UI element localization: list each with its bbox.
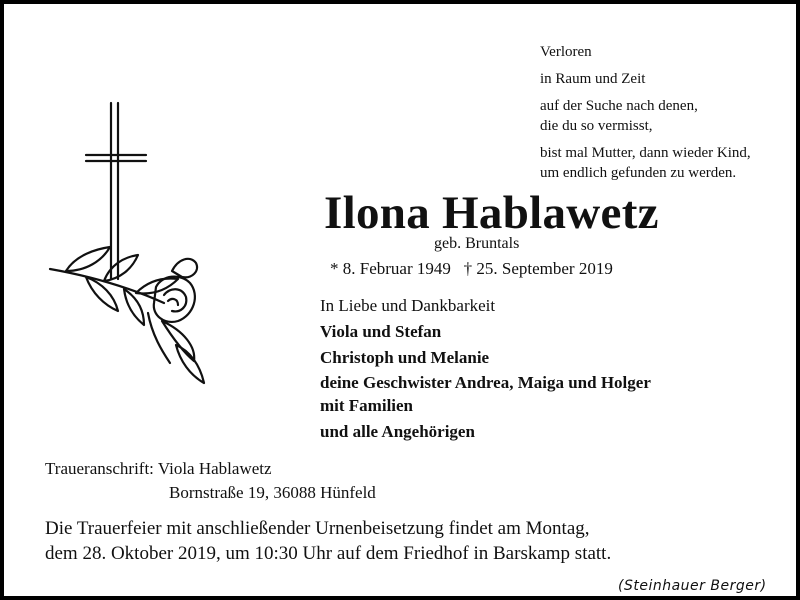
- mourners-list: [320, 294, 651, 446]
- deceased-name: Ilona Hablawetz: [324, 187, 659, 239]
- mourner-line: mit Familien: [320, 396, 414, 415]
- poem-line: um endlich gefunden zu werden.: [540, 165, 737, 181]
- poem-line: Verloren: [540, 44, 592, 60]
- ceremony-line: Die Trauerfeier mit anschließender Urnenbeisetzung findet am Montag,: [45, 518, 590, 539]
- ceremony-line: dem 28. Oktober 2019, um 10:30 Uhr auf dem Friedhof in Barskamp statt.: [45, 543, 612, 564]
- poem-line: auf der Suche nach denen,: [540, 98, 698, 114]
- mourner-line: Viola und Stefan: [320, 322, 442, 341]
- mourner-line: deine Geschwister Andrea, Maiga und Holger: [320, 373, 651, 392]
- publisher-signature: (Steinhauer Berger): [618, 578, 767, 594]
- ceremony-notice: [45, 516, 785, 566]
- mourner-line: und alle Angehörigen: [320, 422, 475, 441]
- birth-date: * 8. Februar 1949: [330, 259, 451, 278]
- mourner-line: Christoph und Melanie: [320, 348, 490, 367]
- cross-with-rose-icon: [44, 99, 214, 389]
- poem-line: bist mal Mutter, dann wieder Kind,: [540, 145, 751, 161]
- memorial-poem: [540, 42, 790, 183]
- address-name: Viola Hablawetz: [157, 459, 272, 478]
- address-street: Bornstraße 19, 36088 Hünfeld: [169, 483, 376, 502]
- mourners-intro: In Liebe und Dankbarkeit: [320, 296, 496, 315]
- life-dates: [330, 258, 613, 280]
- address-label: Traueranschrift:: [45, 459, 154, 478]
- birth-name: geb. Bruntals: [434, 235, 520, 252]
- poem-line: in Raum und Zeit: [540, 71, 646, 87]
- mourning-address: [45, 457, 376, 505]
- poem-line: die du so vermisst,: [540, 118, 653, 134]
- death-date: † 25. September 2019: [463, 259, 613, 278]
